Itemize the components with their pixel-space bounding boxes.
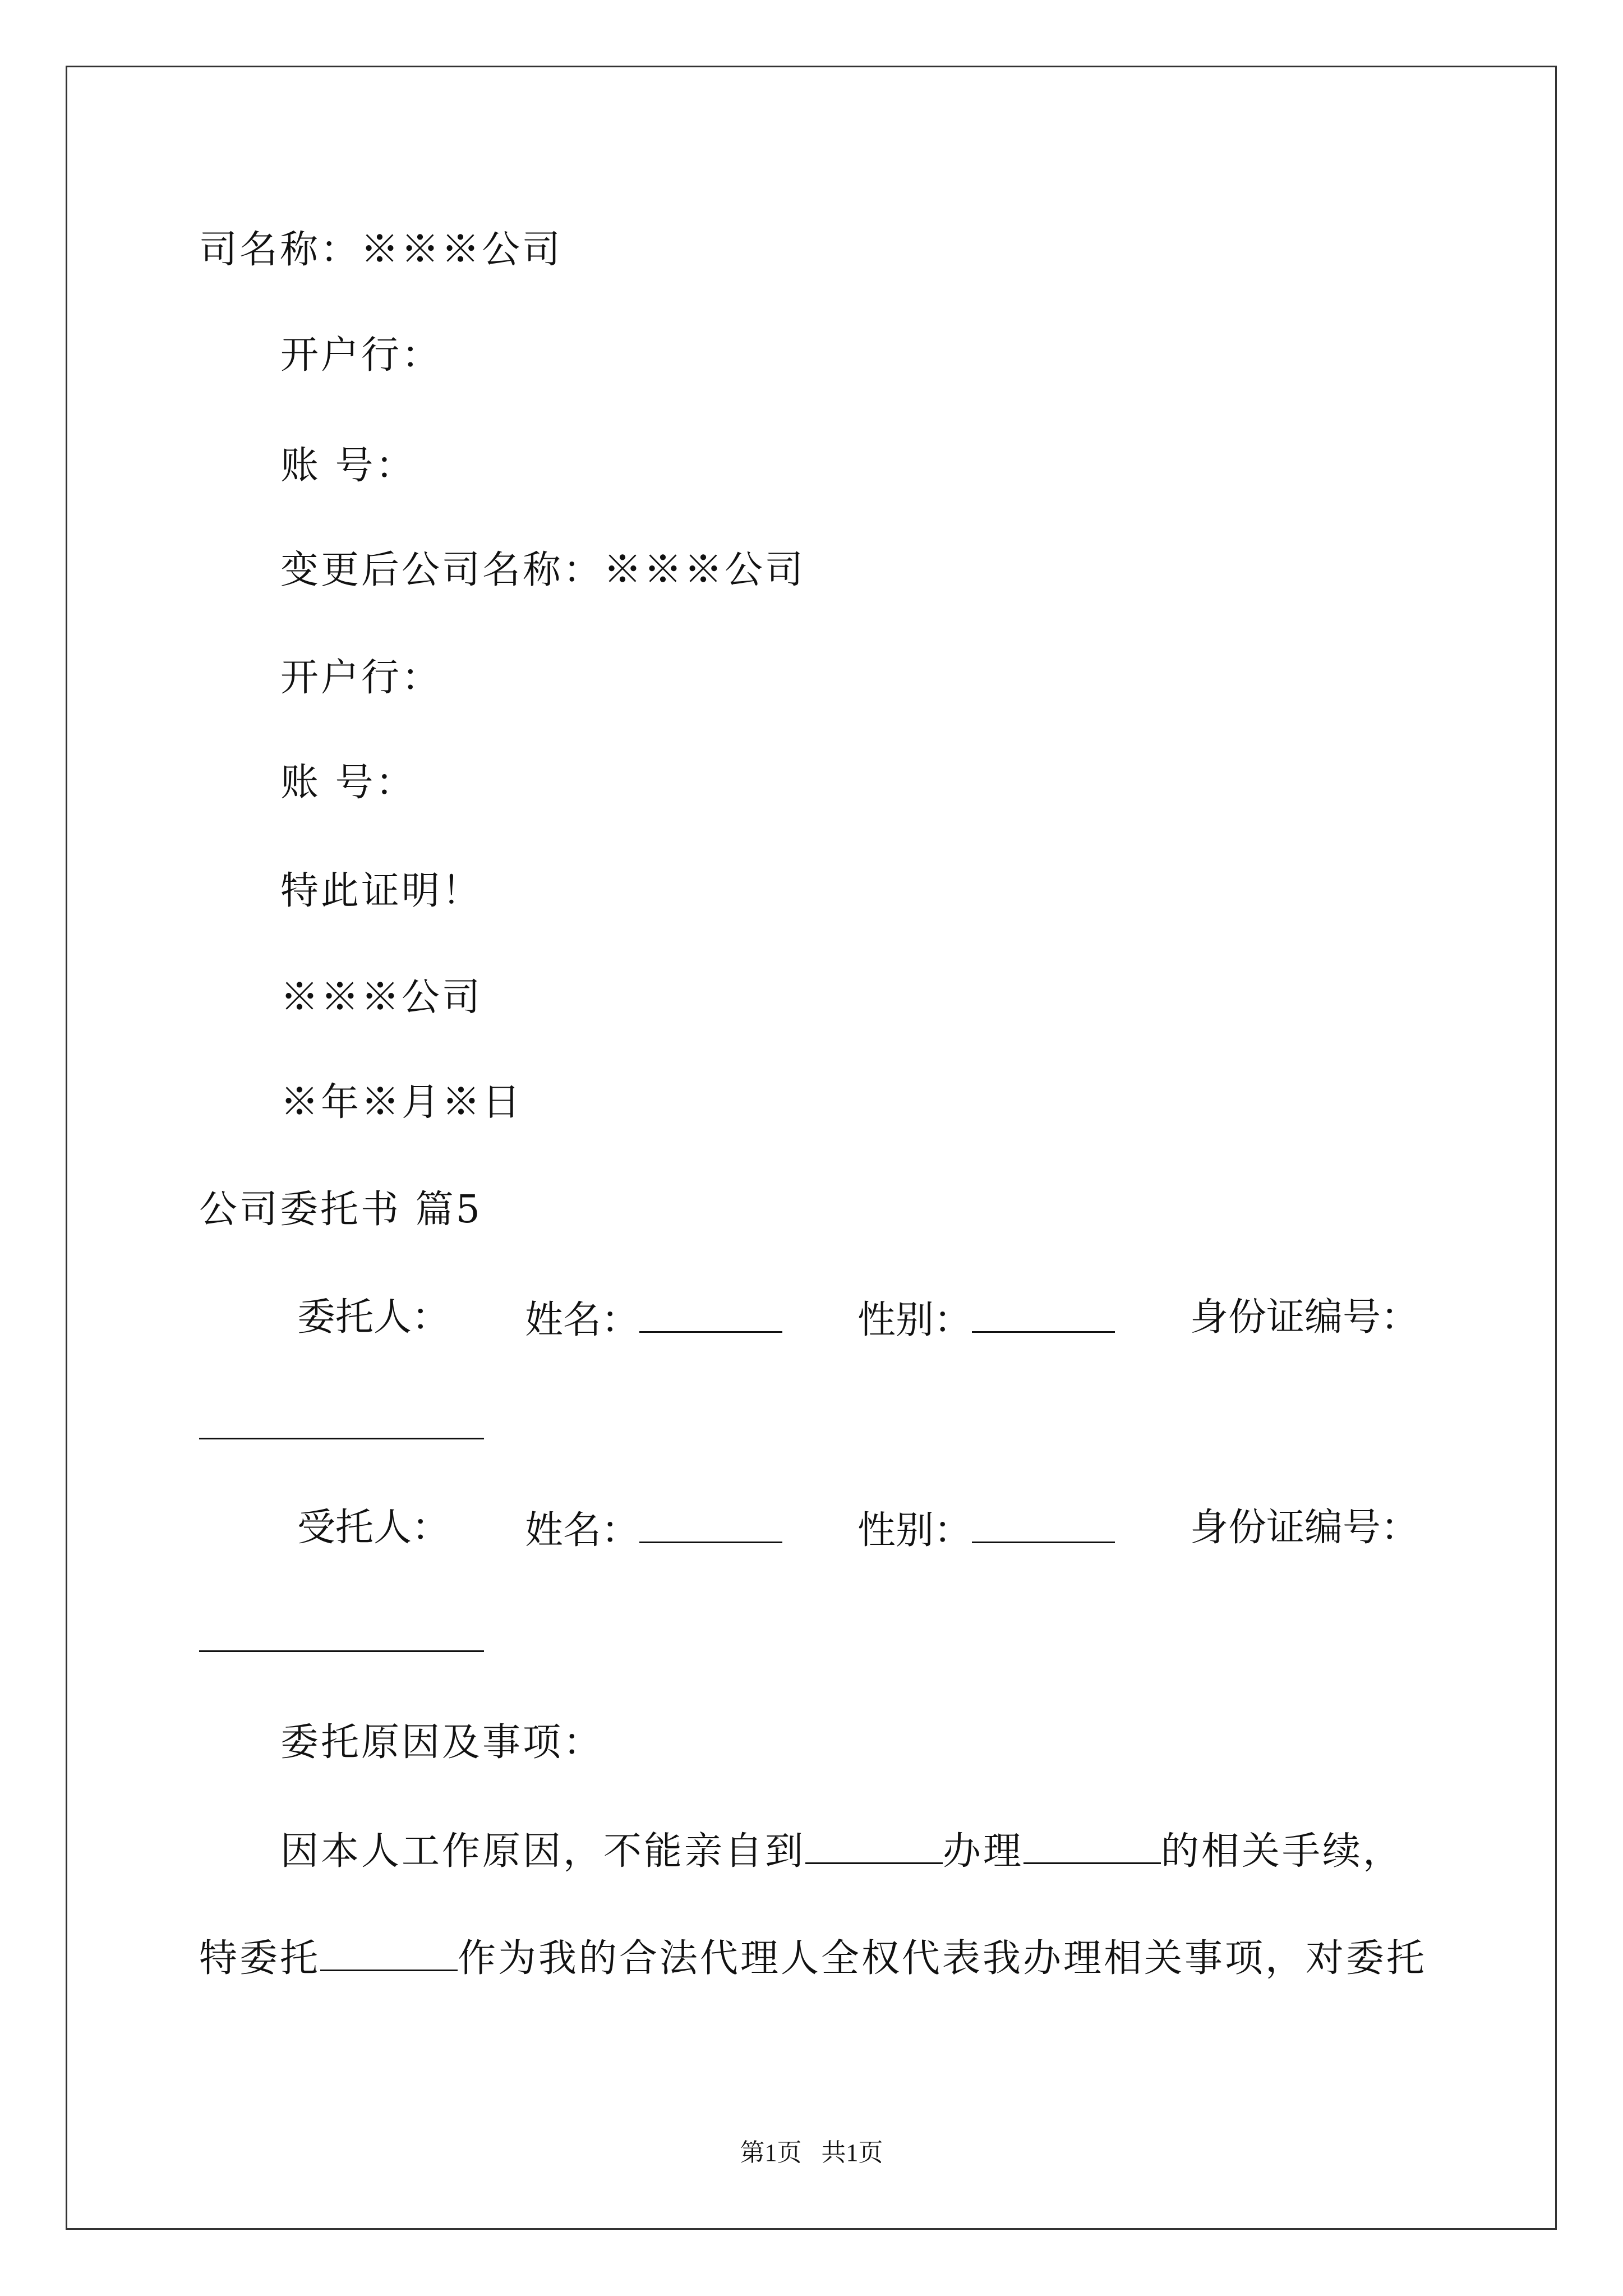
- agent-role: 受托人：: [297, 1506, 450, 1550]
- principal-gender-field: [857, 1299, 1115, 1340]
- agent-gender-blank: [972, 1509, 1115, 1543]
- reason-line-1-part-c: 的相关手续，: [1161, 1829, 1404, 1874]
- reason-line-1: [280, 1829, 1404, 1874]
- principal-id-blank: [199, 1438, 484, 1439]
- page-total: 共1页: [821, 2139, 883, 2166]
- principal-name-blank: [639, 1299, 782, 1333]
- certify-text: 特此证明！: [280, 869, 483, 913]
- account-label-2: 账 号：: [280, 761, 416, 805]
- reason-line-1-part-b: 办理: [943, 1829, 1024, 1874]
- section-title: 公司委托书 篇5: [199, 1188, 482, 1232]
- principal-gender-label: 性别：: [857, 1298, 972, 1342]
- agent-row: [297, 1506, 1419, 1553]
- signature-date: ※年※月※日: [280, 1080, 523, 1125]
- reason-matter-blank: [1023, 1830, 1161, 1864]
- bank-label-1: 开户行：: [280, 333, 442, 378]
- reason-line-1-part-a: 因本人工作原因，不能亲自到: [280, 1829, 806, 1874]
- agent-gender-field: [857, 1508, 1115, 1553]
- principal-name-label: 姓名：: [524, 1298, 639, 1342]
- principal-gender-blank: [972, 1299, 1115, 1333]
- agent-name-inline-blank: [320, 1937, 458, 1971]
- agent-id-blank: [199, 1650, 484, 1652]
- page-footer: [0, 2132, 1623, 2168]
- reason-place-blank: [805, 1830, 943, 1864]
- reason-line-2-part-b: 作为我的合法代理人全权代表我办理相关事项，对委托: [458, 1936, 1427, 1981]
- company-name-before: 司名称：※※※公司: [199, 228, 563, 272]
- bank-label-2: 开户行：: [280, 656, 442, 700]
- account-label-1: 账 号：: [280, 444, 416, 488]
- page-border: [66, 66, 1557, 2230]
- principal-row: [297, 1295, 1419, 1342]
- agent-name-blank: [639, 1509, 782, 1543]
- signature-company: ※※※公司: [280, 976, 483, 1020]
- principal-name-field: [525, 1299, 782, 1340]
- reason-heading: 委托原因及事项：: [280, 1720, 604, 1765]
- principal-id-label: 身份证编号：: [1189, 1295, 1419, 1340]
- reason-line-2-part-a: 特委托: [199, 1936, 321, 1981]
- agent-id-label: 身份证编号：: [1189, 1506, 1419, 1550]
- principal-role: 委托人：: [297, 1295, 450, 1340]
- reason-line-2: [199, 1936, 1427, 1981]
- agent-name-field: [524, 1508, 782, 1553]
- page-current: 第1页: [740, 2139, 802, 2166]
- company-name-after: 变更后公司名称：※※※公司: [280, 548, 806, 592]
- agent-name-label: 姓名：: [524, 1508, 639, 1553]
- agent-gender-label: 性别：: [857, 1508, 972, 1553]
